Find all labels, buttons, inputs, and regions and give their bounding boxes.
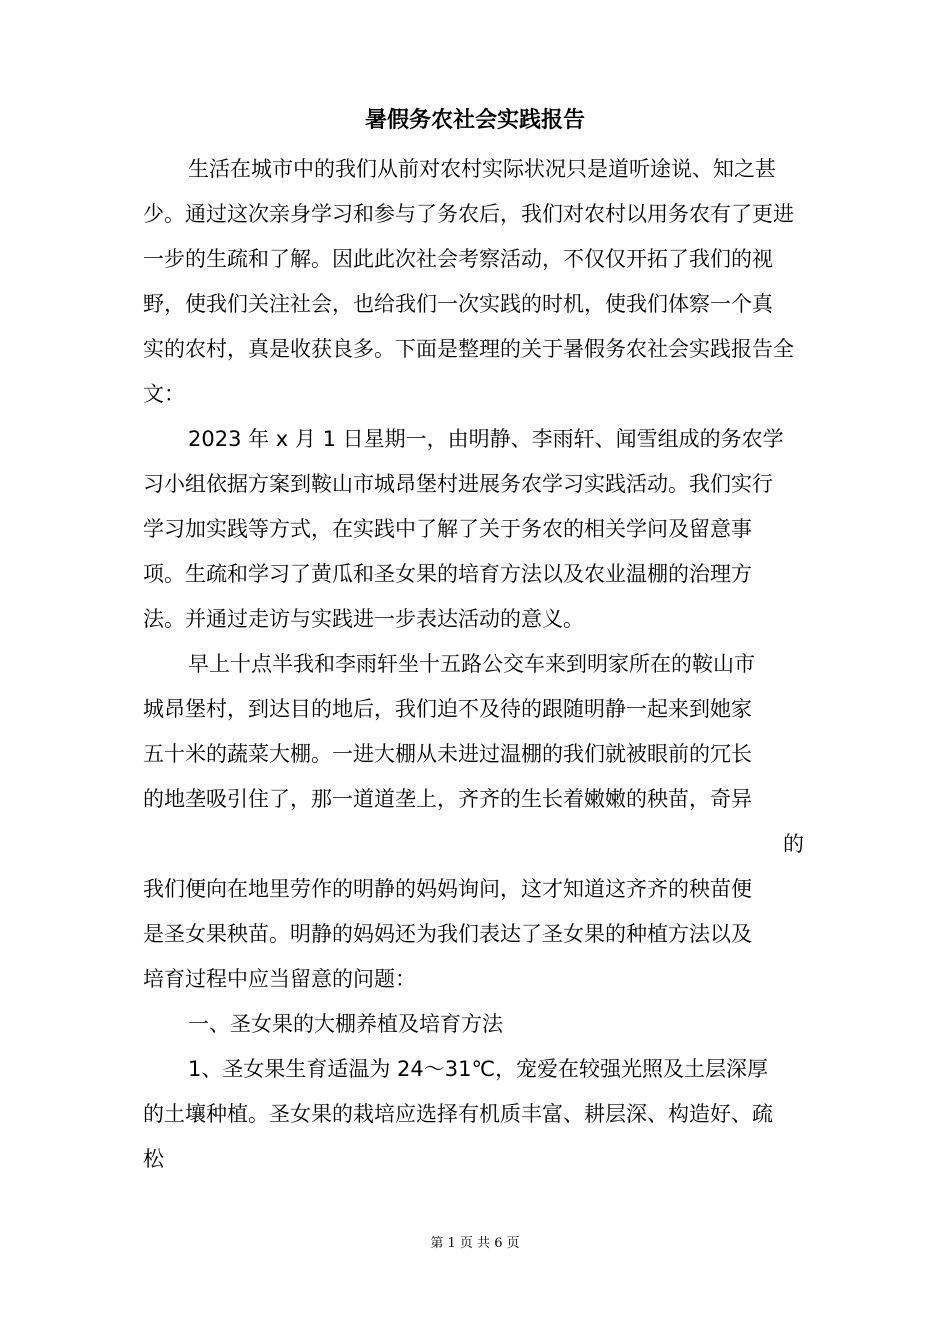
paragraph-line: 野，使我们关注社会，也给我们一次实践的时机，使我们体察一个真: [143, 292, 773, 316]
paragraph-line-fragment: 的: [783, 832, 804, 856]
paragraph-line: 的土壤种植。圣女果的栽培应选择有机质丰富、耕层深、构造好、疏: [143, 1102, 773, 1126]
paragraph-line: 松: [143, 1147, 164, 1171]
paragraph-line: 文：: [143, 382, 185, 406]
paragraph-line: 实的农村，真是收获良多。下面是整理的关于暑假务农社会实践报告全: [143, 337, 794, 361]
paragraph-line: 学习加实践等方式，在实践中了解了关于务农的相关学问及留意事: [143, 517, 752, 541]
paragraph-line: 培育过程中应当留意的问题：: [143, 967, 416, 991]
page-footer: 第 1 页 共 6 页: [430, 1236, 520, 1251]
paragraph-line: 法。并通过走访与实践进一步表达活动的意义。: [143, 607, 584, 631]
paragraph-line: 早上十点半我和李雨轩坐十五路公交车来到明家所在的鞍山市: [188, 652, 755, 676]
paragraph-line: 一步的生疏和了解。因此此次社会考察活动，不仅仅开拓了我们的视: [143, 247, 773, 271]
paragraph-line: 城昂堡村，到达目的地后，我们迫不及待的跟随明静一起来到她家: [143, 697, 752, 721]
paragraph-line: 少。通过这次亲身学习和参与了务农后，我们对农村以用务农有了更进: [143, 202, 794, 226]
paragraph-line: 我们便向在地里劳作的明静的妈妈询问，这才知道这齐齐的秧苗便: [143, 877, 752, 901]
paragraph-line: 生活在城市中的我们从前对农村实际状况只是道听途说、知之甚: [188, 157, 776, 181]
paragraph-line: 五十米的蔬菜大棚。一进大棚从未进过温棚的我们就被眼前的冗长: [143, 742, 752, 766]
paragraph-line: 1、圣女果生育适温为 24～31℃，宠爱在较强光照及土层深厚: [188, 1057, 769, 1081]
paragraph-line: 习小组依据方案到鞍山市城昂堡村进展务农学习实践活动。我们实行: [143, 472, 773, 496]
section-heading: 一、圣女果的大棚养植及培育方法: [188, 1012, 503, 1036]
paragraph-line: 是圣女果秧苗。明静的妈妈还为我们表达了圣女果的种植方法以及: [143, 922, 752, 946]
paragraph-line: 项。生疏和学习了黄瓜和圣女果的培育方法以及农业温棚的治理方: [143, 562, 752, 586]
document-title: 暑假务农社会实践报告: [364, 108, 585, 133]
paragraph-line: 2023 年 x 月 1 日星期一，由明静、李雨轩、闻雪组成的务农学: [188, 427, 784, 451]
paragraph-line: 的地垄吸引住了，那一道道垄上，齐齐的生长着嫩嫩的秧苗，奇异: [143, 787, 752, 811]
